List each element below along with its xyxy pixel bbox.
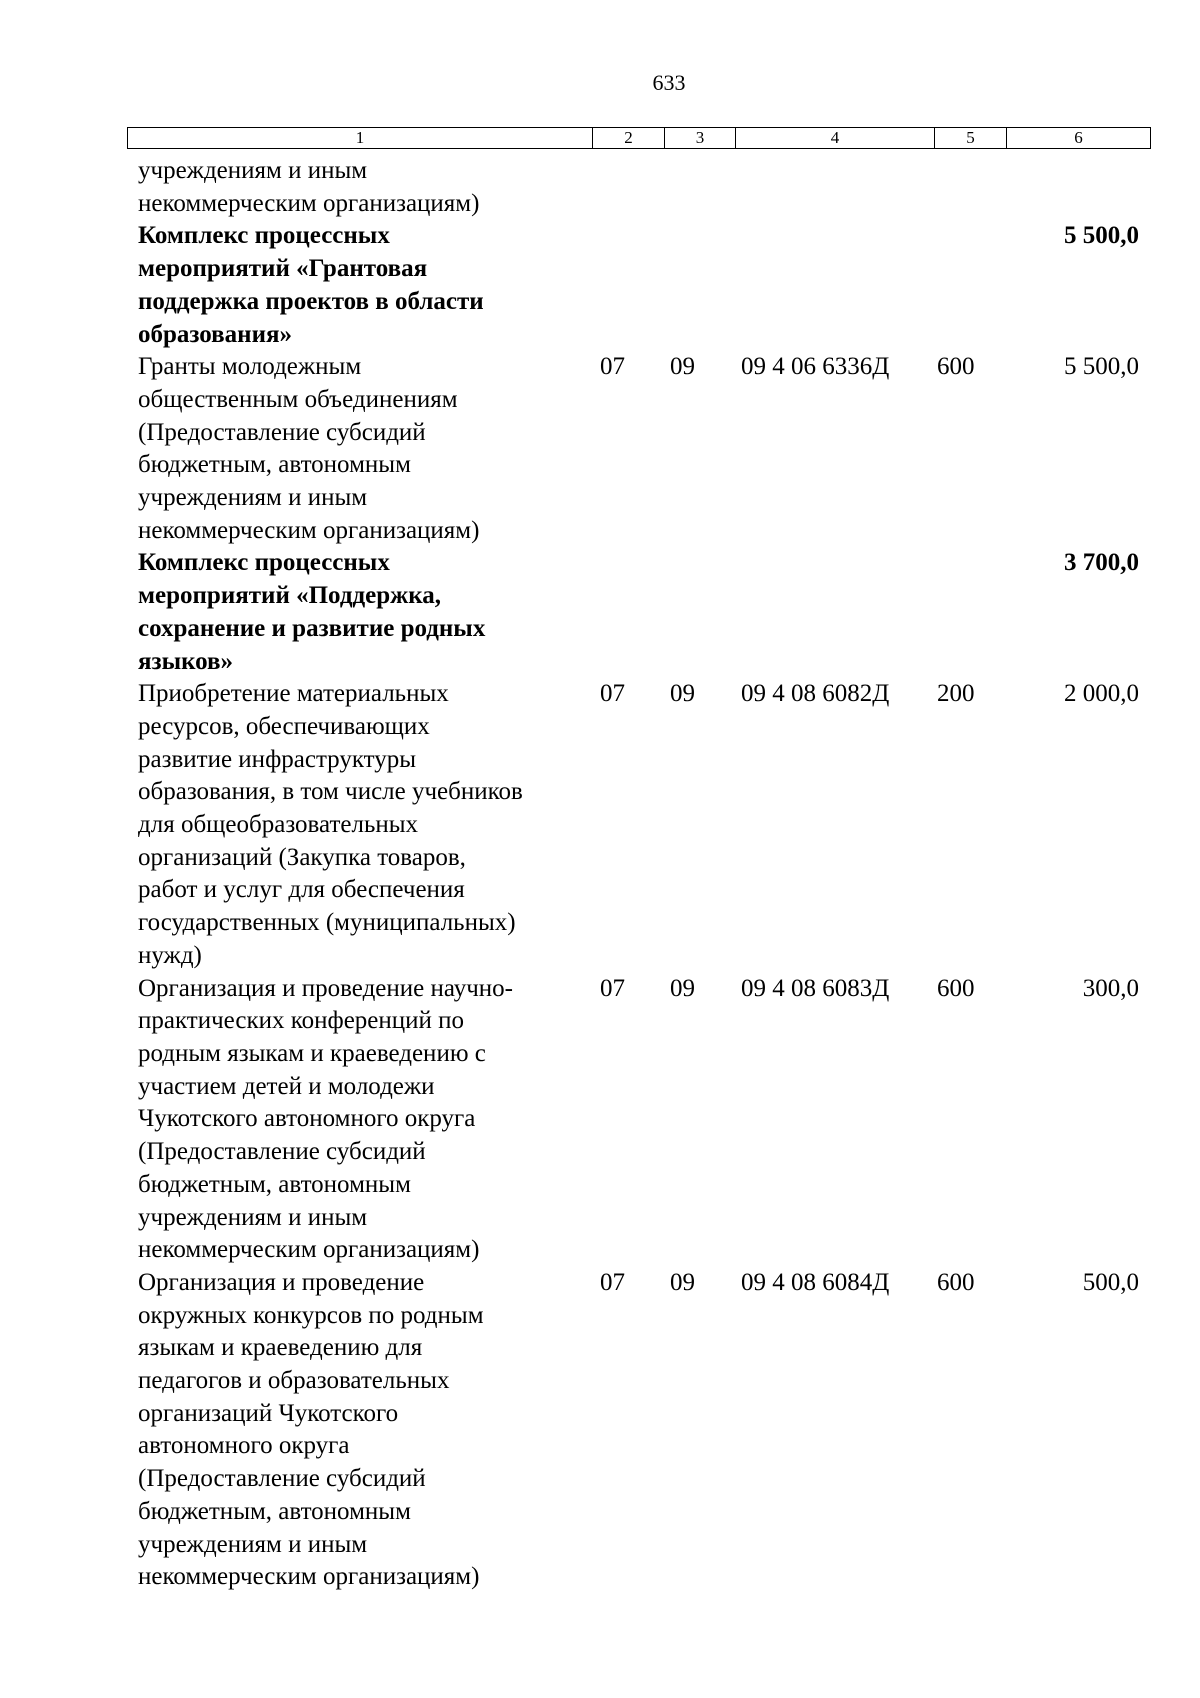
table-row — [0, 155, 1200, 220]
row-target-article: 09 4 06 6336Д — [741, 353, 890, 381]
row-section: 07 — [600, 974, 625, 1002]
row-description: Приобретение материальных ресурсов, обеспечивающих развитие инфраструктуры образования, в том числе учебников для общеобразовательных организаций (Закупка товаров, работ и услуг для обеспечения государственных (муниципальных) нужд) — [138, 680, 523, 969]
row-description: Организация и проведение окружных конкурсов по родным языкам и краеведению для педагогов и образовательных организаций Чукотского автономного округа (Предоставление субсидий бюджетным, автономным учреждениям и иным некоммерческим организациям) — [138, 1268, 484, 1591]
column-header-3: 3 — [665, 128, 736, 148]
table-row — [0, 678, 1200, 972]
row-description: Комплекс процессных мероприятий «Грантовая поддержка проектов в области образования» — [138, 222, 484, 348]
row-target-article: 09 4 08 6082Д — [741, 680, 890, 708]
row-amount: 2 000,0 — [1064, 680, 1139, 708]
column-header-1: 1 — [128, 128, 593, 148]
row-description: учреждениям и иным некоммерческим организациям) — [138, 157, 480, 217]
column-header-row — [127, 127, 1151, 149]
column-header-6: 6 — [1074, 128, 1083, 147]
row-description: Гранты молодежным общественным объединениям (Предоставление субсидий бюджетным, автономным учреждениям и иным некоммерческим организациям) — [138, 353, 480, 544]
row-subsection: 09 — [670, 1268, 695, 1296]
row-amount: 5 500,0 — [1064, 222, 1139, 250]
row-target-article: 09 4 08 6083Д — [741, 974, 890, 1002]
row-subsection: 09 — [670, 974, 695, 1002]
row-subsection: 09 — [670, 353, 695, 381]
table-row — [0, 351, 1200, 547]
table-row — [0, 547, 1200, 678]
row-section: 07 — [600, 1268, 625, 1296]
row-description: Организация и проведение научно- практических конференций по родным языкам и краеведению с участием детей и молодежи Чукотского автономного округа (Предоставление субсидий бюджетным, автономным учреждениям и иным некоммерческим организациям) — [138, 974, 513, 1264]
row-expense-type: 600 — [937, 1268, 975, 1296]
table-row — [0, 1267, 1200, 1594]
column-header-2: 2 — [593, 128, 665, 148]
column-header-4: 4 — [736, 128, 935, 148]
row-expense-type: 200 — [937, 680, 975, 708]
row-section: 07 — [600, 680, 625, 708]
row-amount: 3 700,0 — [1064, 549, 1139, 577]
table-row — [0, 973, 1200, 1267]
row-amount: 500,0 — [1082, 1268, 1139, 1296]
row-description: Комплекс процессных мероприятий «Поддержка, сохранение и развитие родных языков» — [138, 549, 486, 675]
column-header-5: 5 — [935, 128, 1007, 148]
row-expense-type: 600 — [937, 353, 975, 381]
page-number: 633 — [652, 70, 686, 95]
row-subsection: 09 — [670, 680, 695, 708]
budget-table-body — [0, 155, 1200, 1594]
row-expense-type: 600 — [937, 974, 975, 1002]
row-section: 07 — [600, 353, 625, 381]
table-row — [0, 220, 1200, 351]
row-amount: 300,0 — [1082, 974, 1139, 1002]
row-amount: 5 500,0 — [1064, 353, 1139, 381]
row-target-article: 09 4 08 6084Д — [741, 1268, 890, 1296]
